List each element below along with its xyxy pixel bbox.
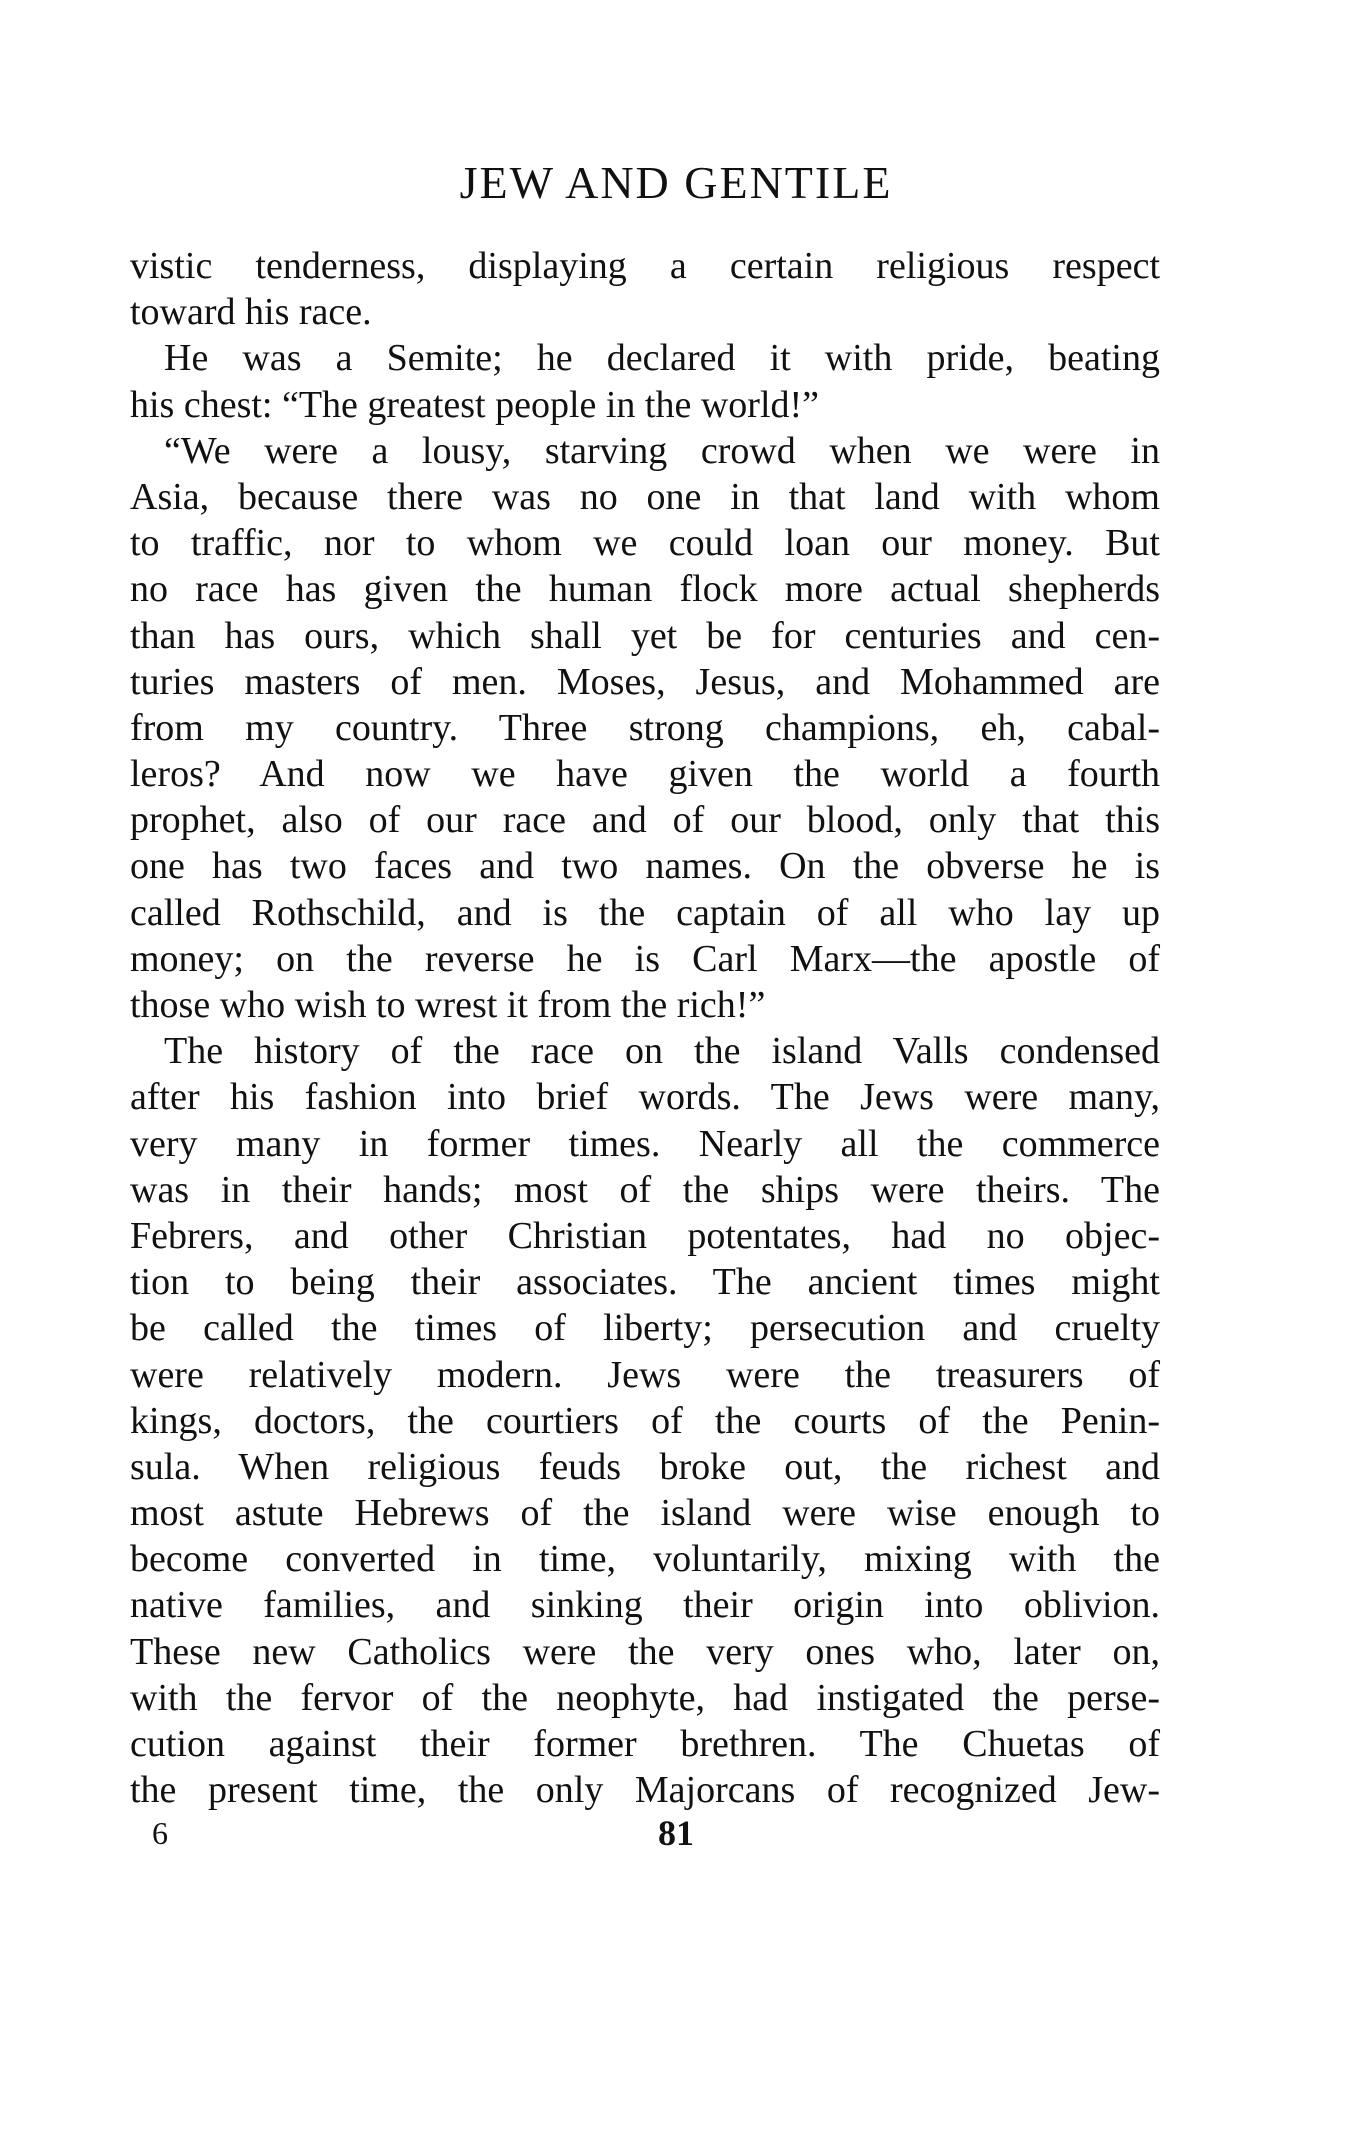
text-line: called Rothschild, and is the captain of all who lay up [130, 891, 1160, 934]
text-line: those who wish to wrest it from the rich!” [130, 984, 766, 1026]
text-line: “We were a lousy, starving crowd when we were in [164, 429, 1160, 472]
text-line: to traffic, nor to whom we could loan our money. But [130, 522, 1160, 565]
text-line: than has ours, which shall yet be for centuries and cen- [130, 614, 1160, 657]
text-line: with the fervor of the neophyte, had instigated the perse- [130, 1676, 1160, 1719]
text-line: The history of the race on the island Valls condensed [164, 1030, 1160, 1073]
text-line: become converted in time, voluntarily, mixing with the [130, 1538, 1160, 1581]
text-line: Febrers, and other Christian potentates, had no objec- [130, 1214, 1160, 1257]
text-line: leros? And now we have given the world a fourth [130, 753, 1160, 796]
page-number: 81 [658, 1813, 694, 1853]
text-line: Asia, because there was no one in that land with whom [130, 475, 1160, 518]
text-line: tion to being their associates. The ancient times might [130, 1261, 1160, 1304]
text-line: was in their hands; most of the ships were theirs. The [130, 1168, 1160, 1211]
running-header: JEW AND GENTILE [459, 157, 893, 208]
text-line: vistic tenderness, displaying a certain religious respect [130, 245, 1160, 287]
text-line: most astute Hebrews of the island were wise enough to [130, 1492, 1160, 1535]
text-line: turies masters of men. Moses, Jesus, and Mohammed are [130, 660, 1160, 703]
text-line: the present time, the only Majorcans of recognized Jew- [130, 1769, 1160, 1812]
text-line: after his fashion into brief words. The Jews were many, [130, 1076, 1160, 1119]
text-line: very many in former times. Nearly all the commerce [130, 1122, 1160, 1165]
text-line: native families, and sinking their origin into oblivion. [130, 1584, 1160, 1627]
text-line: toward his race. [130, 291, 372, 334]
text-line: no race has given the human flock more actual shepherds [130, 568, 1160, 611]
text-line: cution against their former brethren. The Chuetas of [130, 1723, 1160, 1765]
text-line: one has two faces and two names. On the obverse he is [130, 845, 1160, 888]
text-line: were relatively modern. Jews were the treasurers of [130, 1353, 1160, 1396]
text-line: kings, doctors, the courtiers of the courts of the Penin- [130, 1399, 1160, 1442]
text-line: be called the times of liberty; persecution and cruelty [130, 1307, 1160, 1350]
text-line: He was a Semite; he declared it with pride, beating [164, 337, 1160, 380]
body-text [130, 243, 1160, 1813]
text-line: from my country. Three strong champions, eh, cabal- [130, 706, 1160, 749]
text-line: prophet, also of our race and of our blood, only that this [130, 799, 1160, 842]
signature-mark: 6 [152, 1815, 168, 1851]
text-line: his chest: “The greatest people in the world!” [130, 383, 820, 426]
text-line: sula. When religious feuds broke out, the richest and [130, 1445, 1160, 1488]
text-line: These new Catholics were the very ones who, later on, [130, 1630, 1160, 1673]
text-line: money; on the reverse he is Carl Marx—the apostle of [130, 937, 1160, 980]
